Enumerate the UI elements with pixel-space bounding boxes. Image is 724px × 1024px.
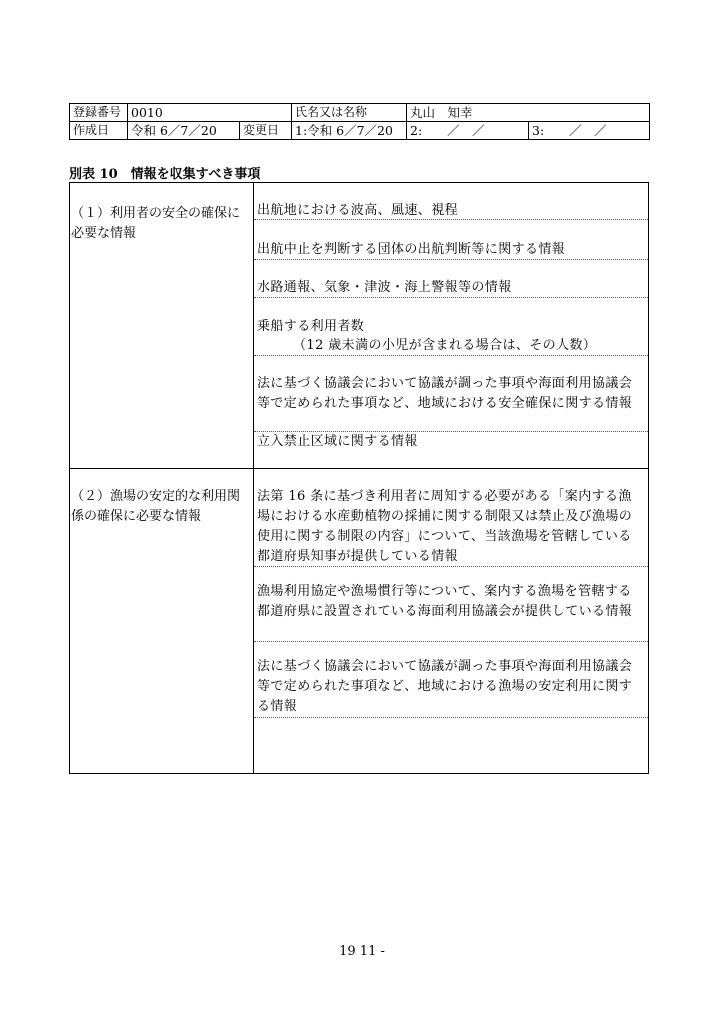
s2-item-2: 漁場利用協定や漁場慣行等について、案内する漁場を管轄する都道府県に設置されている海面利用協議会が提供している情報 xyxy=(257,584,633,619)
s1-item-2: 出航中止を判断する団体の出航判断等に関する情報 xyxy=(257,242,566,257)
header-table xyxy=(69,103,650,140)
s1-item-3: 水路通報、気象・津波・海上警報等の情報 xyxy=(257,280,512,295)
s1-item-4: 乗船する利用者数 xyxy=(257,319,365,334)
section-2-label: （２）漁場の安定的な利用関係の確保に必要な情報 xyxy=(71,489,241,524)
table-title: 別表 10 情報を収集すべき事項 xyxy=(69,167,261,182)
change-3: 3: ／ ／ xyxy=(529,122,650,140)
change-1: 1:令和 6／7／20 xyxy=(292,122,407,140)
s1-item-6: 立入禁止区域に関する情報 xyxy=(257,434,418,449)
reg-value: 0010 xyxy=(128,104,292,122)
row-divider xyxy=(254,355,648,356)
s1-item-1: 出航地における波高、風速、視程 xyxy=(257,203,459,218)
changed-label: 変更日 xyxy=(240,122,292,140)
row-divider xyxy=(254,566,648,567)
row-divider xyxy=(254,297,648,298)
info-table xyxy=(69,182,649,774)
s1-item-5: 法に基づく協議会において協議が調った事項や海面利用協議会等で定められた事項など、地域における安全確保に関する情報 xyxy=(257,376,633,411)
section-1-label: （１）利用者の安全の確保に必要な情報 xyxy=(71,206,241,241)
created-value: 令和 6／7／20 xyxy=(128,122,240,140)
s1-item-4-note: （12 歳未満の小児が含まれる場合は、その人数） xyxy=(293,338,597,353)
created-label: 作成日 xyxy=(70,122,128,140)
row-divider xyxy=(254,259,648,260)
row-divider xyxy=(254,717,648,718)
page-number: 19 11 - xyxy=(339,944,385,959)
column-divider xyxy=(253,183,254,773)
s2-item-3: 法に基づく協議会において協議が調った事項や海面利用協議会等で定められた事項など、地域における漁場の安定利用に関する情報 xyxy=(257,659,633,714)
row-divider xyxy=(254,219,648,220)
s2-item-1: 法第 16 条に基づき利用者に周知する必要がある「案内する漁場における水産動植物の採捕に関する制限又は禁止及び漁場の使用に関する制限の内容」について、当該漁場を管轄している都道府県知事が提供している情報 xyxy=(257,489,633,564)
name-value: 丸山 知幸 xyxy=(407,104,650,122)
reg-label: 登録番号 xyxy=(70,104,128,122)
row-divider xyxy=(254,641,648,642)
name-label: 氏名又は名称 xyxy=(292,104,407,122)
section-divider xyxy=(70,468,648,469)
change-2: 2: ／ ／ xyxy=(407,122,529,140)
